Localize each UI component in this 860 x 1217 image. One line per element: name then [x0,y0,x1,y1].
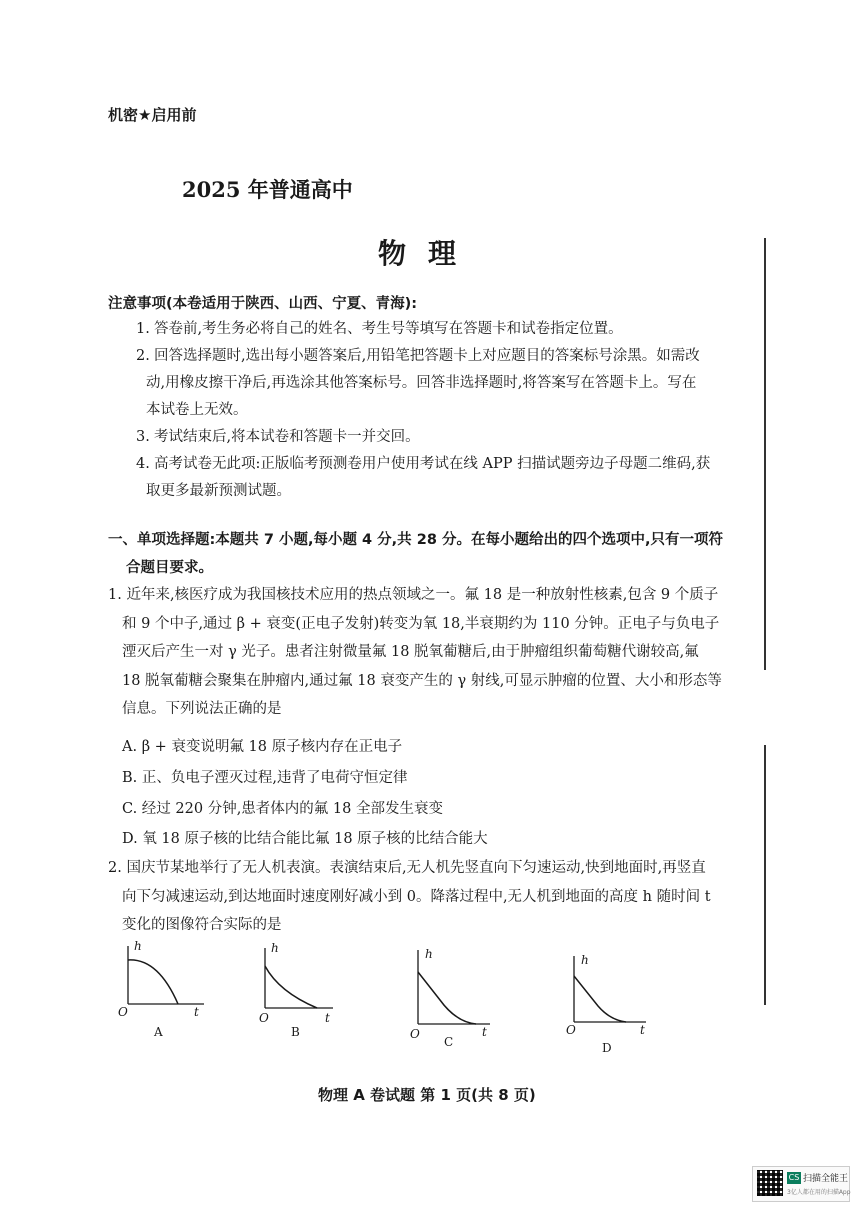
note-item-4 [136,451,756,505]
note-number: 2. [136,348,150,364]
scan-edge-line [764,745,766,1005]
question-line: 湮灭后产生一对 γ 光子。患者注射微量氟 18 脱氧葡糖后,由于肿瘤组织葡萄糖代谢较高,氟 [122,644,699,660]
note-item-1 [136,316,756,343]
graph-origin-label: O [118,1005,128,1019]
graph-a [108,938,218,1048]
graph-option-label: A [154,1025,163,1039]
graph-y-label: h [134,939,142,953]
graph-c [398,944,508,1054]
graph-option-label: B [291,1025,300,1039]
graph-x-label: t [325,1011,330,1025]
note-item-2 [136,343,756,424]
note-number: 4. [136,456,150,472]
page-footer: 物理 A 卷试题 第 1 页(共 8 页) [318,1086,536,1104]
note-line: 答卷前,考生务必将自己的姓名、考生号等填写在答题卡和试卷指定位置。 [154,321,623,337]
graph-y-label: h [271,941,279,955]
question-line: 信息。下列说法正确的是 [122,701,282,717]
question-1-stem [108,581,760,724]
graph-curve [265,966,317,1008]
graph-origin-label: O [410,1027,420,1041]
q1-option-b: B. 正、负电子湮灭过程,违背了电荷守恒定律 [122,770,408,786]
note-line: 取更多最新预测试题。 [146,483,291,499]
q1-option-d: D. 氧 18 原子核的比结合能比氟 18 原子核的比结合能大 [122,831,488,847]
question-line: 1. 近年来,核医疗成为我国核技术应用的热点领域之一。氟 18 是一种放射性核素,包含 9 个质子 [108,587,719,603]
graph-x-label: t [482,1025,487,1039]
scan-edge-line [764,238,766,670]
graph-y-label: h [425,947,433,961]
section-heading-line: 合题目要求。 [126,560,213,576]
question-line: 18 脱氧葡糖会聚集在肿瘤内,通过氟 18 衰变产生的 γ 射线,可显示肿瘤的位置、大小和形态等 [122,672,722,689]
graph-origin-label: O [566,1023,576,1037]
confidential-label: 机密★启用前 [108,106,197,124]
section-heading-line: 一、单项选择题:本题共 7 小题,每小题 4 分,共 28 分。在每小题给出的四个选项中,只有一项符 [108,532,723,548]
graph-x-label: t [640,1023,645,1037]
graph-x-label: t [194,1005,199,1019]
note-number: 1. [136,321,150,337]
graph-y-label: h [581,953,589,967]
question-line: 2. 国庆节某地举行了无人机表演。表演结束后,无人机先竖直向下匀速运动,快到地面时,再竖直 [108,860,706,876]
notes-heading: 注意事项(本卷适用于陕西、山西、宁夏、青海): [108,296,418,312]
note-line: 高考试卷无此项:正版临考预测卷用户使用考试在线 APP 扫描试题旁边子母题二维码,获 [154,456,711,472]
note-number: 3. [136,429,150,445]
scanner-watermark [752,1166,850,1202]
question-2-stem [108,854,760,940]
graph-curve [128,960,178,1004]
watermark-tagline: 3亿人都在用的扫描App [787,1189,851,1196]
question-line: 向下匀减速运动,到达地面时速度刚好减小到 0。降落过程中,无人机到地面的高度 h 随时间 t [122,888,711,905]
graph-option-label: C [444,1035,454,1049]
note-line: 考试结束后,将本试卷和答题卡一并交回。 [154,429,420,445]
subject-title: 物理 [378,237,479,270]
graph-origin-label: O [259,1011,269,1025]
section-heading [108,526,758,582]
graph-d [556,950,666,1060]
cs-logo-icon: CS [788,1173,800,1182]
note-line: 本试卷上无效。 [146,402,248,418]
graph-option-label: D [602,1041,612,1055]
graph-b [245,938,355,1048]
question-line: 变化的图像符合实际的是 [122,917,282,933]
note-line: 动,用橡皮擦干净后,再选涂其他答案标号。回答非选择题时,将答案写在答题卡上。写在 [146,375,697,391]
note-line: 回答选择题时,选出每小题答案后,用铅笔把答题卡上对应题目的答案标号涂黑。如需改 [154,348,700,364]
graph-curve [418,972,476,1024]
watermark-app-name: 扫描全能王 [803,1174,849,1184]
qr-code-icon [757,1170,783,1196]
exam-year-title: 2025 年普通高中 [182,177,353,202]
q1-option-c: C. 经过 220 分钟,患者体内的氟 18 全部发生衰变 [122,801,443,817]
graph-curve [574,976,626,1022]
note-item-3 [136,424,756,451]
q1-option-a: A. β + 衰变说明氟 18 原子核内存在正电子 [122,739,403,755]
question-line: 和 9 个中子,通过 β + 衰变(正电子发射)转变为氧 18,半衰期约为 110 分钟。正电子与负电子 [122,615,720,632]
